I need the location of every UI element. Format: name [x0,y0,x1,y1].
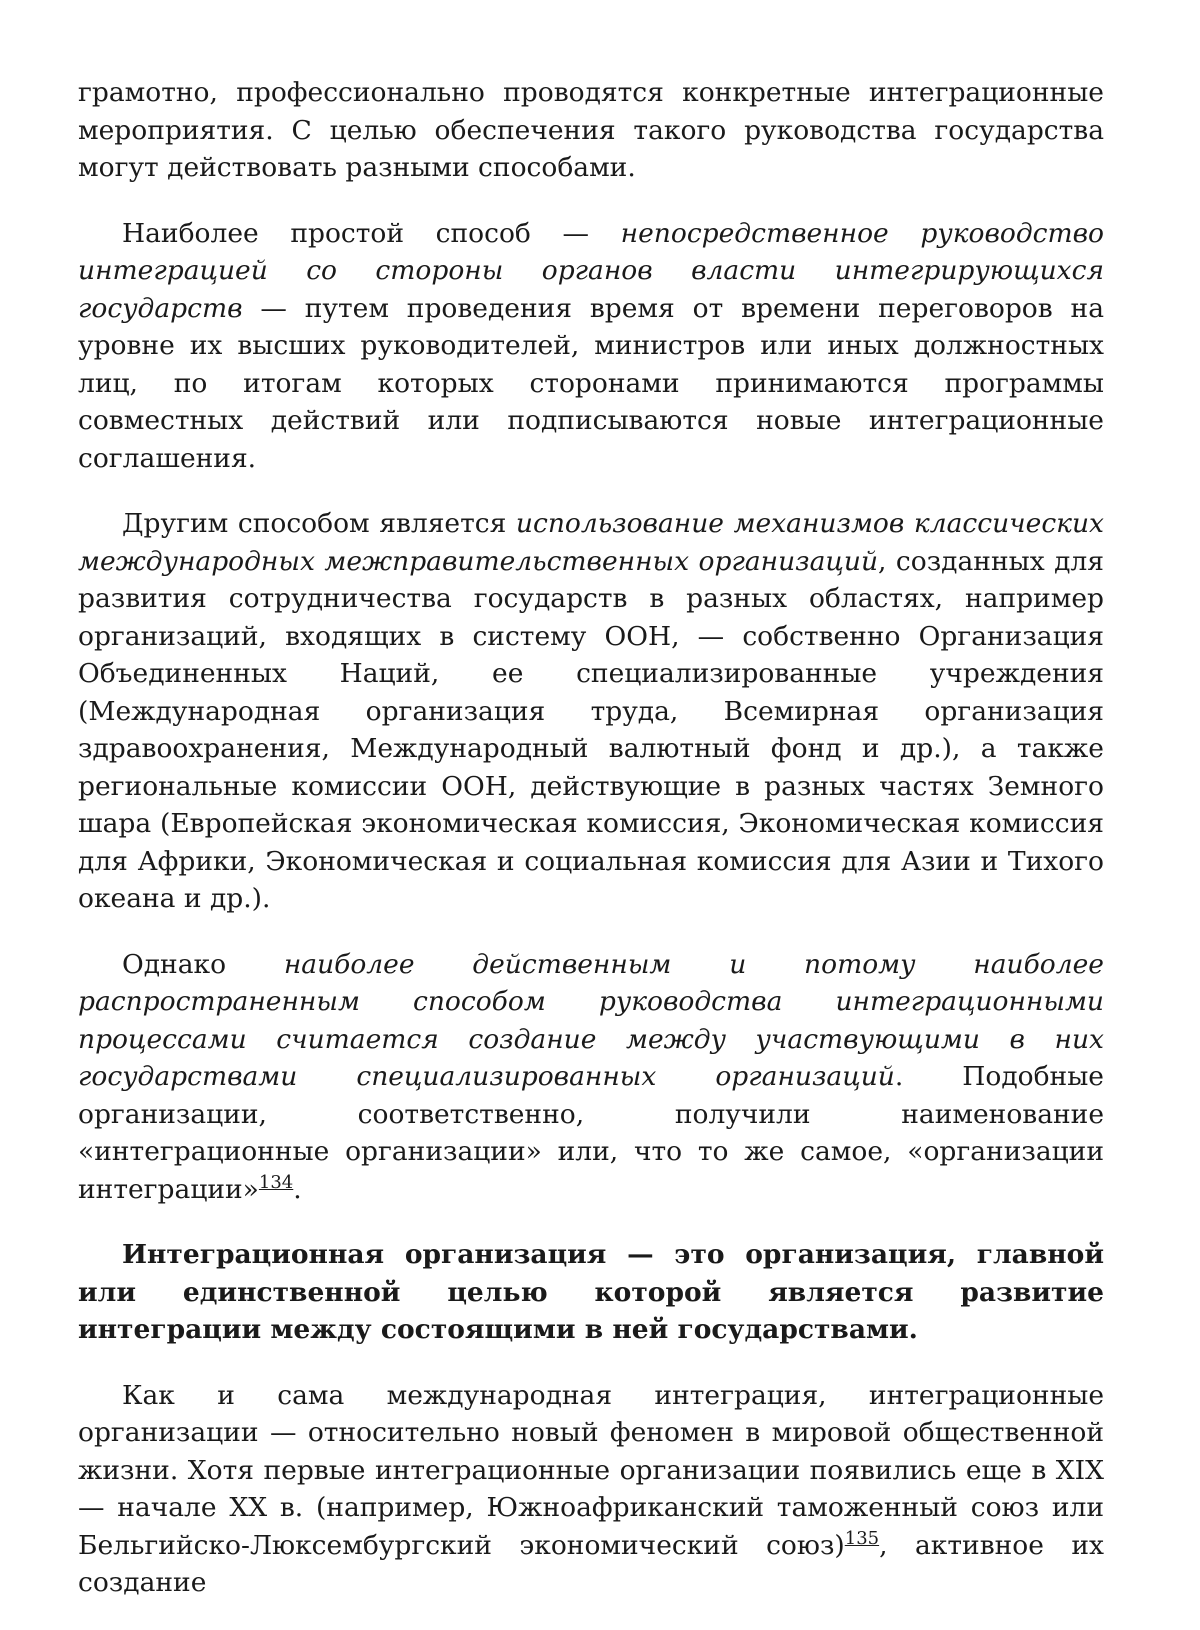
footnote-link-134[interactable]: 134 [258,1171,294,1193]
paragraph-4 [78,946,1104,1209]
document-page [78,74,1104,1630]
paragraph-6 [78,1377,1104,1602]
paragraph-6-text-start: Как и сама международная интеграция, интеграционные организации — относительно новый феномен в мировой общественной жизни. Хотя первые интеграционные организации появились еще в XIX — начале XX в. (например, Южноафриканский таможенный союз или Бельгийско-Люксембургский экономический союз) [78,1379,1104,1561]
paragraph-4-text-end: . [293,1173,302,1205]
paragraph-1-text: грамотно, профессионально проводятся конкретные интеграционные мероприятия. С целью обеспечения такого руководства государства могут действовать разными способами. [78,77,1104,183]
definition-paragraph [78,1236,1104,1349]
paragraph-1 [78,74,1104,187]
definition-text: Интеграционная организация — это организация, главной или единственной целью которой является развитие интеграции между состоящими в ней государствами. [78,1239,1104,1345]
paragraph-4-text-mid: . Подобные организации, соответственно, получили наименование «интеграционные организации» или, что то же самое, «организации интеграции» [78,1061,1104,1205]
paragraph-3-italic-text: использование механизмов классических международных межправительственных организаций [78,508,1104,577]
paragraph-6-text-end: , активное их создание [78,1529,1104,1598]
paragraph-3-text-start: Другим способом является [122,508,516,539]
paragraph-3 [78,505,1104,918]
paragraph-2-italic-text: непосредственное руководство интеграцией со стороны органов власти интегрирующихся государств [78,217,1104,324]
footnote-link-135[interactable]: 135 [844,1527,880,1549]
paragraph-4-italic-text: наиболее действенным и потому наиболее распространенным способом руководства интеграционными процессами считается создание между участвующими в них государствами специализированных организаций [78,948,1104,1092]
paragraph-2 [78,215,1104,478]
paragraph-3-text-end: , созданных для развития сотрудничества государств в разных областях, например организаций, входящих в систему ООН, — собственно Организация Объединенных Наций, ее специализированные учреждения (Международная организация труда, Всемирная организация здравоохранения, Международный валютный фонд и др.), а также региональные комиссии ООН, действующие в разных частях Земного шара (Европейская экономическая комиссия, Экономическая комиссия для Африки, Экономическая и социальная комиссия для Азии и Тихого океана и др.). [78,545,1104,914]
paragraph-4-text-start: Однако [122,948,284,980]
paragraph-2-text-start: Наиболее простой способ — [122,217,621,249]
paragraph-2-text-end: — путем проведения время от времени переговоров на уровне их высших руководителей, министров или иных должностных лиц, по итогам которых сторонами принимаются программы совместных действий или подписываются новые интеграционные соглашения. [78,292,1104,474]
